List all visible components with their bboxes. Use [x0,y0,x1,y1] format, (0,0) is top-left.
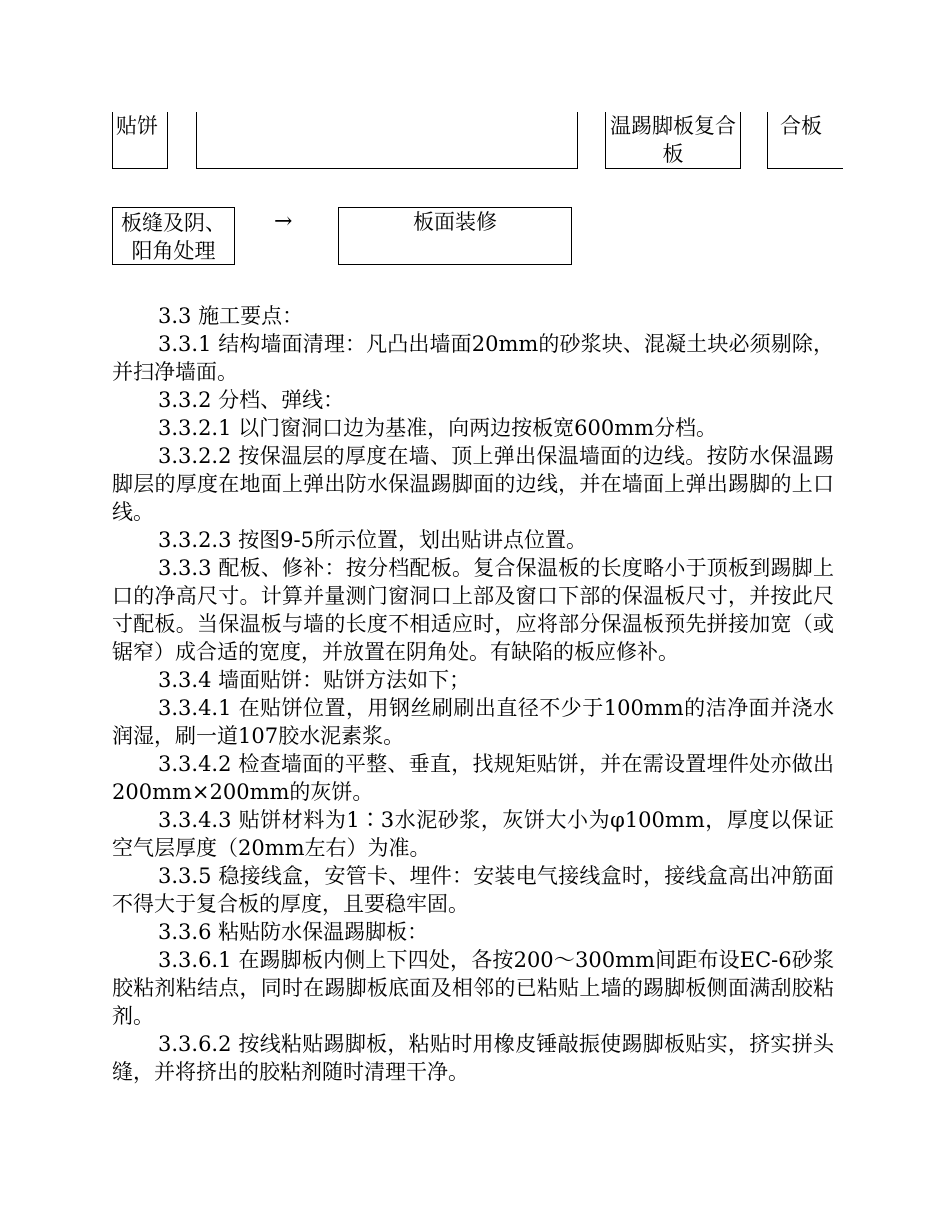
paragraph: 3.3.1 结构墙面清理：凡凸出墙面20mm的砂浆块、混凝土块必须剔除，并扫净墙面。 [112,332,834,384]
flow-box-composite-board: 合板 [767,112,843,169]
paragraph: 3.3.2.1 以门窗洞口边为基准，向两边按板宽600mm分档。 [158,416,718,440]
paragraph: 3.3.2 分档、弹线： [158,388,345,412]
paragraph: 3.3.6.2 按线粘贴踢脚板，粘贴时用橡皮锤敲振使踢脚板贴实，挤实拼头缝，并将挤出的胶粘剂随时清理干净。 [112,1032,834,1084]
paragraph: 3.3.5 稳接线盒，安管卡、埋件：安装电气接线盒时，接线盒高出冲筋面不得大于复合板的厚度，且要稳牢固。 [112,864,834,916]
flow-box-seam-corner-treatment: 板缝及阴、阳角处理 [112,207,235,265]
section-heading: 3.3 施工要点： [158,304,304,328]
flow-box-empty [196,112,578,169]
paragraph: 3.3.4 墙面贴饼：贴饼方法如下； [158,668,471,692]
construction-points-text [112,302,834,1086]
flow-box-paste-cake: 贴饼 [112,112,168,169]
paragraph: 3.3.2.3 按图9-5所示位置，划出贴讲点位置。 [158,528,587,552]
paragraph: 3.3.4.3 贴饼材料为1∶3水泥砂浆，灰饼大小为φ100mm，厚度以保证空气层厚度（20mm左右）为准。 [112,808,834,860]
flow-box-surface-finishing: 板面装修 [338,207,572,265]
paragraph: 3.3.4.2 检查墙面的平整、垂直，找规矩贴饼，并在需设置埋件处亦做出200mm×200mm的灰饼。 [112,752,834,804]
paragraph: 3.3.6.1 在踢脚板内侧上下四处，各按200～300mm间距布设EC-6砂浆胶粘剂粘结点，同时在踢脚板底面及相邻的已粘贴上墙的踢脚板侧面满刮胶粘剂。 [112,948,834,1028]
paragraph: 3.3.4.1 在贴饼位置，用钢丝刷刷出直径不少于100mm的洁净面并浇水润湿，刷一道107胶水泥素浆。 [112,696,834,748]
flow-arrow-icon: → [274,209,293,234]
paragraph: 3.3.2.2 按保温层的厚度在墙、顶上弹出保温墙面的边线。按防水保温踢脚层的厚度在地面上弹出防水保温踢脚面的边线，并在墙面上弹出踢脚的上口线。 [112,444,834,524]
paragraph: 3.3.3 配板、修补：按分档配板。复合保温板的长度略小于顶板到踢脚上口的净高尺寸。计算并量测门窗洞口上部及窗口下部的保温板尺寸，并按此尺寸配板。当保温板与墙的长度不相适应时，应将部分保温板预先拼接加宽（或锯窄）成合适的宽度，并放置在阴角处。有缺陷的板应修补。 [112,556,834,664]
flow-box-skirting-composite: 温踢脚板复合板 [605,112,741,169]
paragraph: 3.3.6 粘贴防水保温踢脚板： [158,920,429,944]
